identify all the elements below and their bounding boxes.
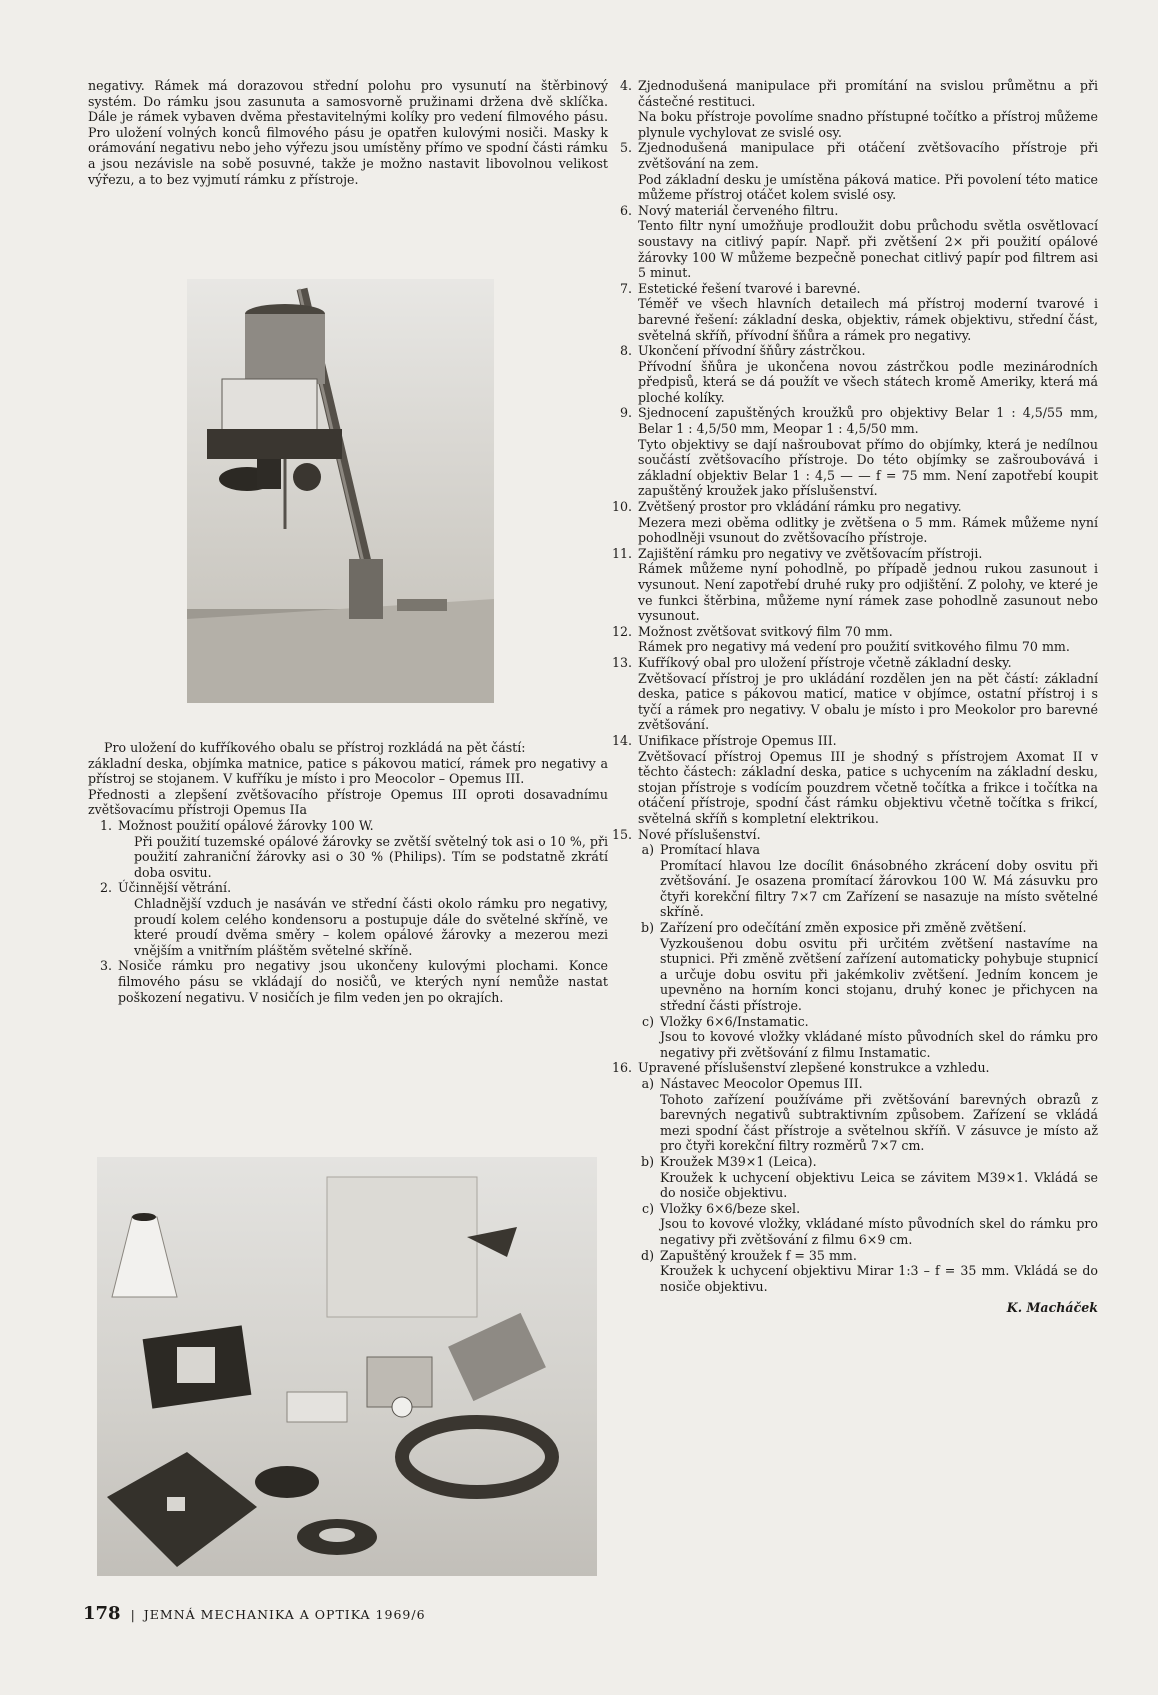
page-number: 178 [83,1603,121,1624]
item-body: Rámek pro negativy má vedení pro použití svitkového filmu 70 mm. [638,639,1070,655]
item-body: Nosiče rámku pro negativy jsou ukončeny kulovými plochami. Konce filmového pásu se vkládají do nosičů, ve kterých nyní nemůže nastat poškození negativu. V nosičích je film veden jen po okrajích. [118,958,608,1005]
sub-title: Vložky 6×6/Instamatic. [660,1013,809,1029]
item-title: Možnost zvětšovat svitkový film 70 mm. [638,623,893,639]
list-item [608,405,1098,499]
sub-item [638,1201,1098,1248]
item-number: 13. [611,654,632,670]
item-number: 7. [619,280,632,296]
sub-title: Promítací hlava [660,842,760,858]
item-number: 12. [611,623,632,639]
sub-title: Vložky 6×6/beze skel. [660,1200,801,1216]
item-number: 14. [611,732,632,748]
journal-name: JEMNÁ MECHANIKA A OPTIKA 1969/6 [143,1607,426,1622]
sub-item [638,920,1098,1014]
sub-item [638,1154,1098,1201]
item-title: Nový materiál červeného filtru. [638,202,839,218]
item-title: Zjednodušená manipulace při promítání na svislou průmětnu a při částečné restituci. [638,78,1098,109]
list-item [608,1060,1098,1076]
author-signature: K. Macháček [1006,1300,1098,1316]
list-item [88,880,608,958]
sub-item [638,1014,1098,1061]
sub-body: Jsou to kovové vložky vkládané místo původních skel do rámku pro negativy při zvětšování z filmu Instamatic. [660,1029,1098,1060]
item-number: 1. [99,817,112,833]
accessories-photo [97,1157,597,1576]
item-title: Upravené příslušenství zlepšené konstrukce a vzhledu. [638,1060,990,1076]
item-body: Na boku přístroje povolíme snadno přístupné točítko a přístroj můžeme plynule vychylovat ze svislé osy. [638,109,1098,140]
item-title: Účinnější větrání. [118,880,232,896]
case-parts: základní deska, objímka matnice, patice s pákovou maticí, rámek pro negativy a přístroj se stojanem. V kufříku je místo i pro Meocolor – Opemus III. [88,755,608,787]
sub-body: Vyzkoušenou dobu osvitu při určitém zvětšení nastavíme na stupnici. Při změně zvětšení zařízení automaticky pohybuje stupnicí a určuje dobu osvitu při jakémkoliv zvětšení. Jedním koncem je upevněno na horním konci stojanu, druhý konec je přichycen na střední části přístroje. [660,935,1098,1014]
item-title: Nové příslušenství. [638,826,761,842]
item-title: Zjednodušená manipulace při otáčení zvětšovacího přístroje při zvětšování na zem. [638,140,1098,171]
item-number: 10. [611,499,632,515]
item-body: Chladnější vzduch je nasáván ve střední části okolo rámku pro negativy, proudí kolem celého kondensoru a postupuje dále do světelné skříně, ve které proudí dvěma směry – kolem opálové žárovky a mezerou mezi vnějším a vnitřním pláštěm světelné skříně. [134,895,608,958]
item-body: Tento filtr nyní umožňuje prodloužit dobu průchodu světla osvětlovací soustavy na citlivý papír. Např. při zvětšení 2× při použití opálové žárovky 100 W můžeme bezpečně ponechat citlivý papír pod filtrem asi 5 minut. [638,218,1098,281]
sub-label: c) [642,1013,654,1029]
advances-heading: Přednosti a zlepšení zvětšovacího přístroje Opemus III oproti dosavadnímu zvětšovacímu přístroji Opemus IIa [88,786,608,818]
item-title: Možnost použití opálové žárovky 100 W. [118,817,374,833]
item-number: 2. [99,880,112,896]
item-number: 3. [99,958,112,974]
item-title: Estetické řešení tvarové i barevné. [638,280,861,296]
footer-divider: | [130,1607,136,1622]
item-body: Pod základní desku je umístěna páková matice. Při povolení této matice můžeme přístroj otáčet kolem svislé osy. [638,171,1098,203]
list-item [608,203,1098,281]
sub-title: Zapuštěný kroužek f = 35 mm. [660,1247,857,1263]
item-number: 8. [619,343,632,359]
item-body: Rámek můžeme nyní pohodlně, po případě jednou rukou zasunout i vysunout. Není zapotřebí druhé ruky pro odjištění. Z polohy, ve které je ve funkci štěrbina, můžeme nyní rámek zase pohodlně zasunout nebo vysunout. [638,561,1098,624]
left-column-lower [88,740,608,1005]
sub-item [638,1248,1098,1295]
case-intro: Pro uložení do kufříkového obalu se přístroj rozkládá na pět částí: [104,740,526,755]
list-item [608,499,1098,546]
sub-body: Kroužek k uchycení objektivu Mirar 1:3 – f = 35 mm. Vkládá se do nosiče objektivu. [660,1263,1098,1294]
sub-body: Jsou to kovové vložky, vkládané místo původních skel do rámku pro negativy při zvětšování z filmu 6×9 cm. [660,1216,1098,1247]
list-item [608,78,1098,140]
item-number: 16. [611,1060,632,1076]
item-body: Zvětšovací přístroj Opemus III je shodný s přístrojem Axomat II v těchto částech: základní deska, patice s uchycením na základní desku, stojan přístroje s vodícím pouzdrem včetně točítka a frikce i točítka na otáčení přístroje, spodní část rámku objektivu včetně točítka s frikcí, světelná skříň s kompletní elektrikou. [638,748,1098,826]
sub-label: b) [641,920,654,936]
item-body: Téměř ve všech hlavních detailech má přístroj moderní tvarové i barevné řešení: základní deska, objektiv, rámek objektivu, střední část, světelná skříň, přívodní šňůra a rámek pro negativy. [638,296,1098,343]
list-item [608,827,1098,843]
enlarger-illustration [187,279,494,703]
right-column [608,78,1098,1316]
accessories-illustration [97,1157,597,1576]
item-number: 11. [611,545,632,561]
left-column [88,78,608,187]
sub-body: Tohoto zařízení používáme při zvětšování barevných obrazů z barevných negativů subtraktivním způsobem. Zařízení se vkládá mezi spodní část přístroje a světelnou skříň. V zásuvce je místo až pro čtyři korekční filtry rozměrů 7×7 cm. [660,1091,1098,1154]
sub-body: Kroužek k uchycení objektivu Leica se závitem M39×1. Vkládá se do nosiče objektivu. [660,1169,1098,1201]
list-item [608,733,1098,827]
item-title: Sjednocení zapuštěných kroužků pro objektivy Belar 1 : 4,5/55 mm, Belar 1 : 4,5/50 mm, Meopar 1 : 4,5/50 mm. [638,405,1098,437]
item-body: Zvětšovací přístroj je pro ukládání rozdělen jen na pět částí: základní deska, patice s pákovou maticí, matice v objímce, ostatní přístroj i s tyčí a rámek pro negativy. V obalu je místo i pro Meokolor pro barevné zvětšování. [638,670,1098,733]
list-item [608,655,1098,733]
sub-title: Kroužek M39×1 (Leica). [660,1153,817,1169]
item-title: Ukončení přívodní šňůry zástrčkou. [638,343,866,359]
sub-label: b) [641,1153,654,1169]
sub-item [638,842,1098,920]
item-number: 5. [619,140,632,156]
item-body: Tyto objektivy se dají našroubovat přímo do objímky, která je nedílnou součástí zvětšovacího přístroje. Do této objímky se zašroubovává i základní objektiv Belar 1 : 4,5 — — f = 75 mm. Není zapotřebí koupit zapuštěný kroužek jako příslušenství. [638,436,1098,499]
list-item [88,818,608,880]
enlarger-photo [187,279,494,703]
page-footer [83,1603,426,1624]
item-title: Unifikace přístroje Opemus III. [638,732,837,748]
item-number: 6. [619,202,632,218]
item-number: 9. [619,405,632,421]
item-title: Kufříkový obal pro uložení přístroje včetně základní desky. [638,654,1012,670]
item-body: Mezera mezi oběma odlitky je zvětšena o 5 mm. Rámek můžeme nyní pohodlněji vsunout do zvětšovacího přístroje. [638,514,1098,546]
sub-title: Nástavec Meocolor Opemus III. [660,1076,863,1091]
item-number: 15. [611,826,632,842]
item-title: Zajištění rámku pro negativy ve zvětšovacím přístroji. [638,545,983,561]
item-body: Přívodní šňůra je ukončena novou zástrčkou podle mezinárodních předpisů, která se dá použít ve všech státech kromě Ameriky, která má ploché kolíky. [638,358,1098,405]
list-item [608,546,1098,624]
list-item [608,624,1098,655]
list-item [608,281,1098,343]
item-title: Zvětšený prostor pro vkládání rámku pro negativy. [638,499,962,515]
intro-paragraph: negativy. Rámek má dorazovou střední polohu pro vysunutí na štěrbinový systém. Do rámku jsou zasunuta a samosvorně pružinami držena dvě sklíčka. Dále je rámek vybaven dvěma přestavitelnými kolíky pro vedení filmového pásu. Pro uložení volných konců filmového pásu je opatřen kulovými nosiči. Masky k orámování negativu nebo jeho výřezu jsou umístěny přímo ve spodní části rámku a jsou nezávisle na sobě posuvné, takže je možno nastavit libovolnou velikost výřezu, a to bez vyjmutí rámku z přístroje. [88,78,608,187]
sub-label: d) [641,1247,654,1263]
sub-label: c) [642,1200,654,1216]
sub-item [638,1076,1098,1154]
list-item [608,140,1098,202]
sub-label: a) [641,1076,654,1091]
sub-body: Promítací hlavou lze docílit 6násobného zkrácení doby osvitu při zvětšování. Je osazena promítací žárovkou 100 W. Má zásuvku pro čtyři korekční filtry 7×7 cm Zařízení se nasazuje na místo světelné skříně. [660,857,1098,920]
sub-label: a) [641,842,654,858]
sub-title: Zařízení pro odečítání změn exposice při změně zvětšení. [660,920,1027,936]
list-item [88,958,608,1005]
item-body: Při použití tuzemské opálové žárovky se zvětší světelný tok asi o 10 %, při použití zahraniční žárovky asi o 30 % (Philips). Tím se podstatně zkrátí doba osvitu. [134,833,608,880]
item-number: 4. [619,78,632,93]
list-item [608,343,1098,405]
